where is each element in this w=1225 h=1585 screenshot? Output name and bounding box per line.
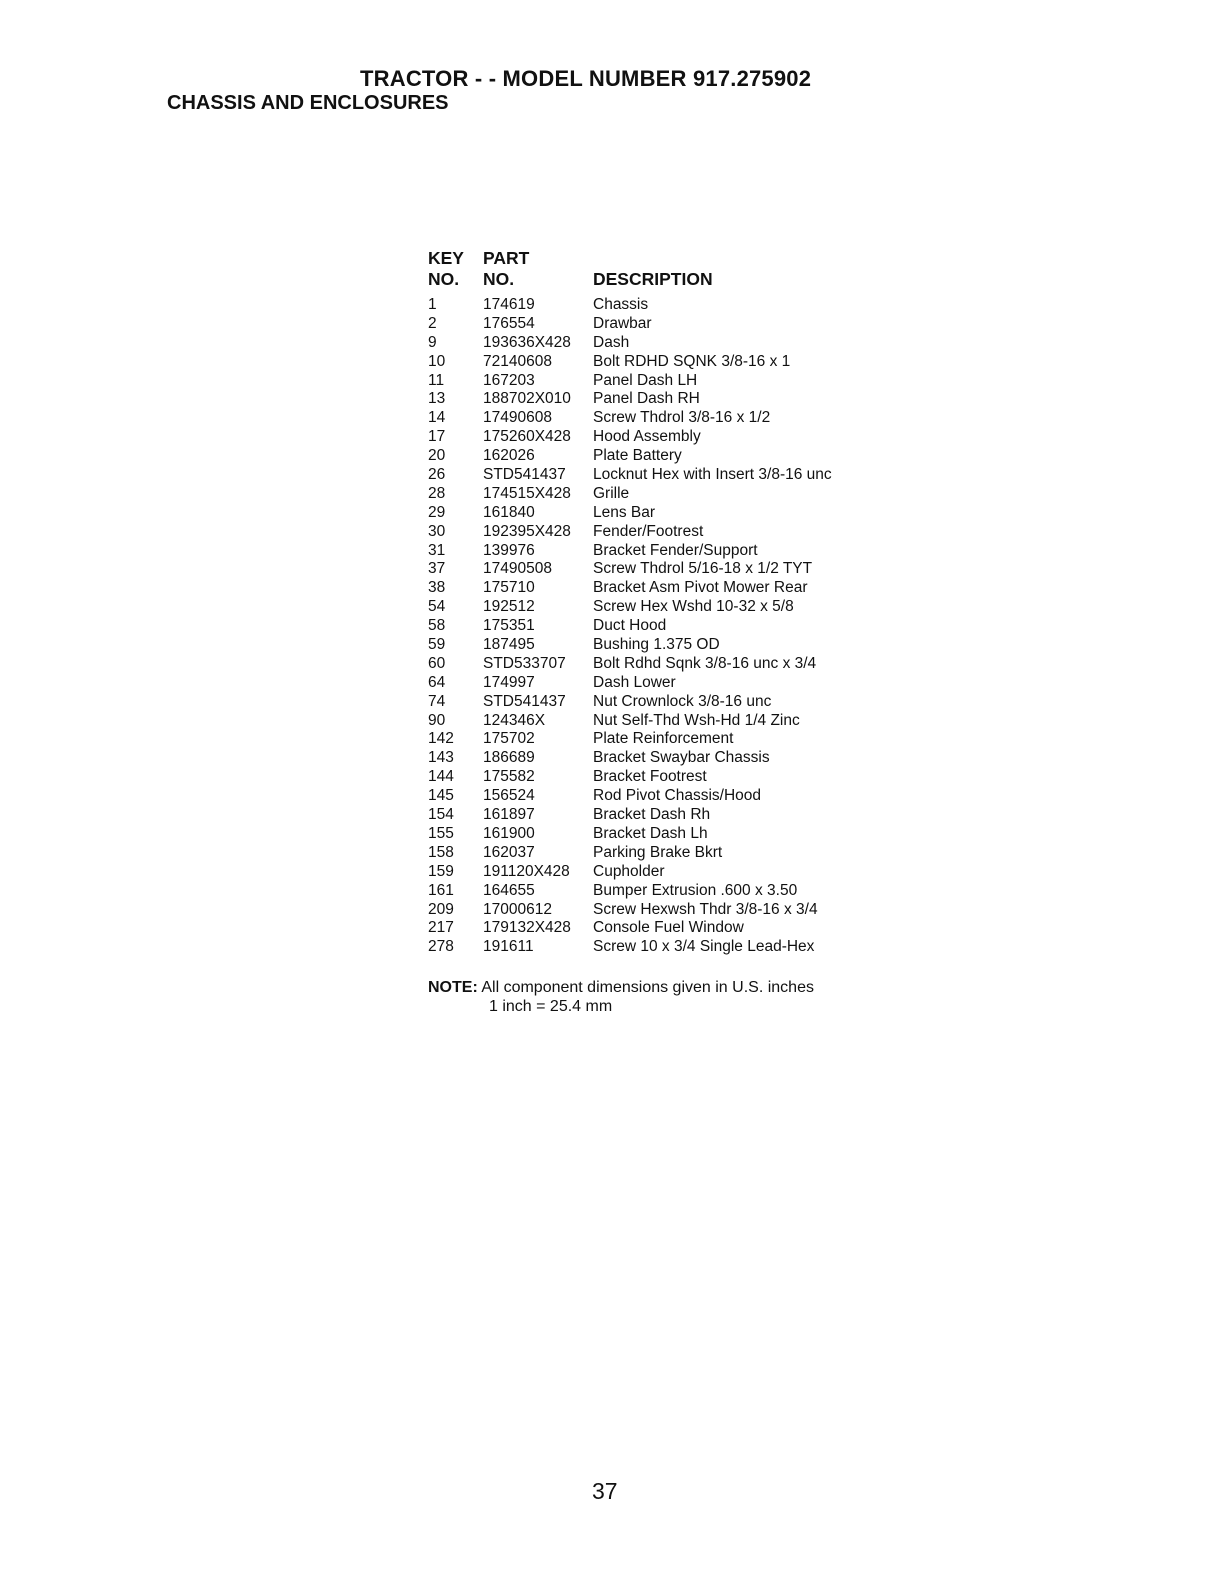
- part-no: STD541437: [483, 466, 566, 484]
- part-no: 161840: [483, 503, 535, 521]
- description: Plate Battery: [593, 447, 682, 465]
- description: Screw Hexwsh Thdr 3/8-16 x 3/4: [593, 900, 818, 918]
- part-no: 17000612: [483, 900, 552, 918]
- key-no: 155: [428, 824, 454, 842]
- key-no: 17: [428, 428, 446, 446]
- key-no: 144: [428, 768, 454, 786]
- description: Chassis: [593, 296, 649, 313]
- table-row: [428, 919, 888, 938]
- key-no: 158: [428, 843, 454, 861]
- note-label: NOTE:: [428, 979, 478, 996]
- key-no: 143: [428, 749, 454, 767]
- part-no: 186689: [483, 749, 535, 767]
- part-no: 191120X428: [483, 862, 570, 880]
- key-no: 60: [428, 654, 446, 672]
- key-no: 1: [428, 296, 437, 313]
- key-no: 209: [428, 900, 454, 918]
- part-no: 188702X010: [483, 390, 571, 408]
- key-no: 11: [428, 371, 445, 389]
- description: Bolt RDHD SQNK 3/8-16 x 1: [593, 352, 791, 370]
- table-row: [428, 938, 888, 957]
- part-no: 161897: [483, 806, 535, 824]
- table-row: [428, 882, 888, 901]
- key-no: 26: [428, 466, 446, 484]
- part-no: 162026: [483, 447, 535, 465]
- table-row: [428, 863, 888, 882]
- table-header-row-2: [428, 269, 888, 290]
- table-row: [428, 296, 888, 315]
- page-number: 37: [592, 1478, 618, 1504]
- key-no: 54: [428, 598, 446, 616]
- table-row: [428, 315, 888, 334]
- table-row: [428, 353, 888, 372]
- key-no: 2: [428, 314, 437, 332]
- part-no: 175582: [483, 768, 535, 786]
- description: Parking Brake Bkrt: [593, 843, 723, 861]
- part-no: 72140608: [483, 352, 552, 370]
- table-row: [428, 466, 888, 485]
- key-no: 20: [428, 447, 446, 465]
- part-no: 17490608: [483, 409, 552, 427]
- description: Bracket Footrest: [593, 768, 707, 786]
- header-part-no: NO.: [483, 269, 515, 289]
- table-row: [428, 636, 888, 655]
- table-row: [428, 334, 888, 353]
- part-no: STD533707: [483, 654, 566, 672]
- part-no: 193636X428: [483, 333, 571, 351]
- key-no: 217: [428, 919, 454, 937]
- part-no: 161900: [483, 824, 535, 842]
- part-no: 124346X: [483, 711, 546, 729]
- table-row: [428, 598, 888, 617]
- description: Screw Thdrol 5/16-18 x 1/2 TYT: [593, 560, 813, 578]
- description: Panel Dash RH: [593, 390, 700, 408]
- part-no: 175702: [483, 730, 535, 748]
- key-no: 145: [428, 787, 454, 805]
- description: Panel Dash LH: [593, 371, 698, 389]
- table-row: [428, 542, 888, 561]
- description: Bracket Fender/Support: [593, 541, 758, 559]
- description: Dash: [593, 333, 630, 351]
- table-body: [428, 296, 888, 957]
- description: Cupholder: [593, 862, 665, 880]
- key-no: 9: [428, 333, 437, 351]
- description: Nut Crownlock 3/8-16 unc: [593, 692, 772, 710]
- table-row: [428, 409, 888, 428]
- description: Bracket Dash Lh: [593, 824, 708, 842]
- header-part: PART: [483, 248, 530, 268]
- description: Dash Lower: [593, 673, 676, 691]
- key-no: 59: [428, 636, 446, 654]
- table-row: [428, 901, 888, 920]
- description: Bracket Dash Rh: [593, 806, 711, 824]
- description: Bolt Rdhd Sqnk 3/8-16 unc x 3/4: [593, 654, 817, 672]
- description: Bumper Extrusion .600 x 3.50: [593, 881, 798, 899]
- description: Console Fuel Window: [593, 919, 744, 937]
- table-row: [428, 504, 888, 523]
- description: Screw Thdrol 3/8-16 x 1/2: [593, 409, 771, 427]
- table-row: [428, 523, 888, 542]
- description: Nut Self-Thd Wsh-Hd 1/4 Zinc: [593, 711, 800, 729]
- key-no: 38: [428, 579, 446, 597]
- note-line-1: All component dimensions given in U.S. inches: [481, 979, 814, 996]
- part-no: 179132X428: [483, 919, 571, 937]
- key-no: 161: [428, 881, 454, 899]
- key-no: 30: [428, 522, 446, 540]
- table-row: [428, 749, 888, 768]
- table-row: [428, 768, 888, 787]
- key-no: 278: [428, 938, 454, 956]
- table-row: [428, 787, 888, 806]
- part-no: 174997: [483, 673, 535, 691]
- part-no: 174619: [483, 296, 535, 313]
- key-no: 58: [428, 617, 446, 635]
- part-no: 192395X428: [483, 522, 571, 540]
- table-row: [428, 372, 888, 391]
- table-row: [428, 655, 888, 674]
- description: Bushing 1.375 OD: [593, 636, 720, 654]
- description: Plate Reinforcement: [593, 730, 734, 748]
- description: Screw 10 x 3/4 Single Lead-Hex: [593, 938, 815, 956]
- key-no: 31: [428, 541, 446, 559]
- table-row: [428, 712, 888, 731]
- key-no: 10: [428, 352, 446, 370]
- description: Locknut Hex with Insert 3/8-16 unc: [593, 466, 832, 484]
- part-no: 174515X428: [483, 484, 571, 502]
- description: Grille: [593, 484, 630, 502]
- part-no: 175260X428: [483, 428, 571, 446]
- table-row: [428, 617, 888, 636]
- key-no: 29: [428, 503, 446, 521]
- key-no: 74: [428, 692, 446, 710]
- note: [428, 978, 814, 1016]
- page-title: TRACTOR - - MODEL NUMBER 917.275902: [360, 66, 812, 91]
- table-row: [428, 806, 888, 825]
- part-no: 175710: [483, 579, 535, 597]
- key-no: 64: [428, 673, 446, 691]
- description: Hood Assembly: [593, 428, 701, 446]
- key-no: 14: [428, 409, 446, 427]
- description: Bracket Swaybar Chassis: [593, 749, 770, 767]
- table-row: [428, 693, 888, 712]
- part-no: 139976: [483, 541, 535, 559]
- description: Screw Hex Wshd 10-32 x 5/8: [593, 598, 794, 616]
- key-no: 142: [428, 730, 454, 748]
- part-no: 156524: [483, 787, 535, 805]
- part-no: 192512: [483, 598, 535, 616]
- table-row: [428, 428, 888, 447]
- description: Drawbar: [593, 314, 652, 332]
- note-line-2: 1 inch = 25.4 mm: [489, 998, 613, 1015]
- description: Duct Hood: [593, 617, 667, 635]
- table-row: [428, 825, 888, 844]
- table-row: [428, 579, 888, 598]
- table-row: [428, 674, 888, 693]
- part-no: 164655: [483, 881, 535, 899]
- table-row: [428, 447, 888, 466]
- header-key: KEY: [428, 248, 464, 268]
- part-no: 176554: [483, 314, 535, 332]
- description: Lens Bar: [593, 503, 656, 521]
- section-title: CHASSIS AND ENCLOSURES: [167, 92, 449, 114]
- part-no: 187495: [483, 636, 535, 654]
- table-row: [428, 730, 888, 749]
- key-no: 154: [428, 806, 454, 824]
- description: Rod Pivot Chassis/Hood: [593, 787, 761, 805]
- table-row: [428, 390, 888, 409]
- part-no: STD541437: [483, 692, 566, 710]
- part-no: 175351: [483, 617, 535, 635]
- header-description: DESCRIPTION: [593, 269, 713, 289]
- part-no: 162037: [483, 843, 535, 861]
- key-no: 28: [428, 484, 446, 502]
- part-no: 167203: [483, 371, 535, 389]
- description: Bracket Asm Pivot Mower Rear: [593, 579, 808, 597]
- parts-table: [428, 248, 888, 957]
- part-no: 191611: [483, 938, 534, 956]
- key-no: 13: [428, 390, 446, 408]
- key-no: 90: [428, 711, 446, 729]
- table-header-row-1: [428, 248, 888, 269]
- table-row: [428, 844, 888, 863]
- table-row: [428, 560, 888, 579]
- key-no: 37: [428, 560, 446, 578]
- part-no: 17490508: [483, 560, 552, 578]
- key-no: 159: [428, 862, 454, 880]
- table-row: [428, 485, 888, 504]
- description: Fender/Footrest: [593, 522, 704, 540]
- header-key-no: NO.: [428, 269, 460, 289]
